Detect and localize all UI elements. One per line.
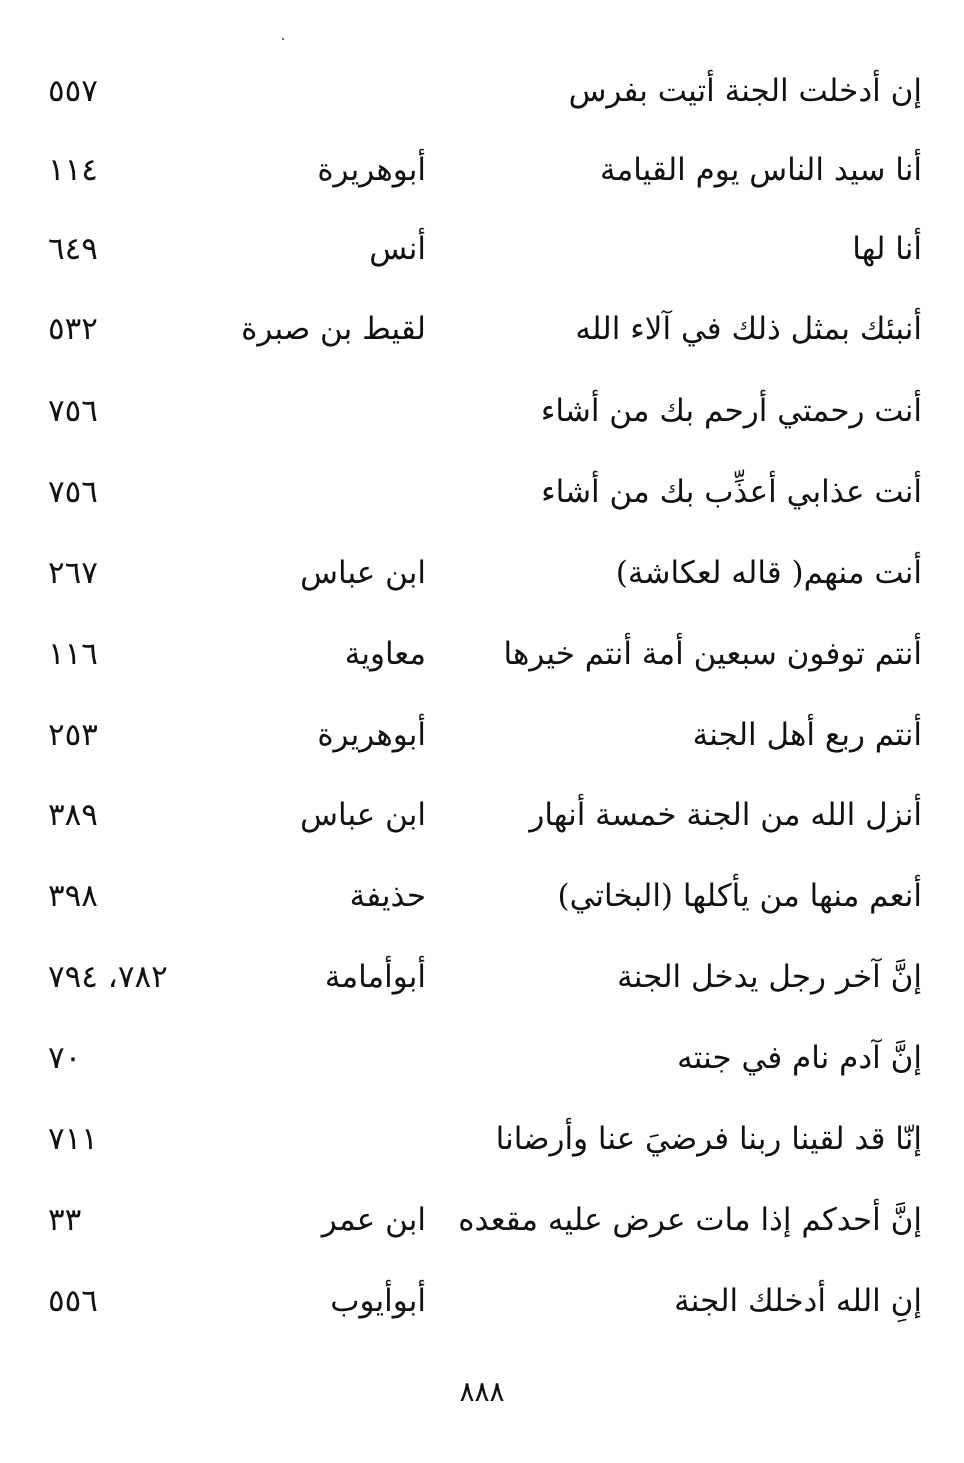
page-reference: ١١٦ [48,636,98,672]
table-row [40,705,922,765]
narrator-name [206,1109,426,1169]
narrator-name [206,1028,426,1088]
table-row [40,1190,922,1250]
table-row [40,61,922,121]
narrator-name: أبوهريرة [317,152,426,188]
table-row [40,624,922,684]
table-row [40,462,922,522]
hadith-text: إنَّ أحدكم إذا مات عرض عليه مقعده [458,1202,922,1238]
narrator-name: ابن عمر [321,1202,426,1238]
table-row [40,219,922,279]
narrator-name [206,462,426,522]
table-row [40,543,922,603]
narrator-name [206,61,426,121]
hadith-text: إنِ الله أدخلك الجنة [674,1283,922,1319]
narrator-name: معاوية [344,636,426,672]
hadith-text: أنا لها [852,231,922,267]
narrator-name: أنس [369,231,426,267]
table-row [40,947,922,1007]
narrator-name: حذيفة [349,878,426,914]
hadith-text: أنتم توفون سبعين أمة أنتم خيرها [503,636,922,672]
page-reference: ٦٤٩ [48,231,98,267]
narrator-name: ابن عباس [300,555,426,591]
page-reference: ٣٣ [48,1202,82,1238]
narrator-name: أبوهريرة [317,717,426,753]
page-reference: ٢٥٣ [48,717,98,753]
narrator-name: أبوأمامة [324,959,426,995]
hadith-text: أنتم ربع أهل الجنة [692,717,922,753]
page-reference: ٢٦٧ [48,555,98,591]
page-reference: ٧٥٦ [48,393,98,429]
table-row [40,1271,922,1331]
hadith-text: إن أدخلت الجنة أتيت بفرس [568,73,922,109]
table-row [40,785,922,845]
page-reference: ١١٤ [48,152,98,188]
hadith-text: أنت منهم( قاله لعكاشة) [615,555,922,591]
narrator-name: لقيط بن صبرة [241,311,426,347]
table-row [40,299,922,359]
page-reference: ٧٠ [48,1040,82,1076]
hadith-text: إنَّ آخر رجل يدخل الجنة [617,959,922,995]
table-row [40,381,922,441]
page-reference: ٥٣٢ [48,311,98,347]
page-number: ٨٨٨ [459,1375,505,1408]
hadith-text: إنّا قد لقينا ربنا فرضيَ عنا وأرضانا [495,1121,922,1157]
hadith-text: إنَّ آدم نام في جنته [677,1040,922,1076]
narrator-name [206,381,426,441]
hadith-text: أنعم منها من يأكلها (البخاتي) [557,878,922,914]
table-row [40,1028,922,1088]
page-reference: ٥٥٧ [48,73,98,109]
hadith-text: أنبئك بمثل ذلك في آلاء الله [575,311,922,347]
page-reference: ٧١١ [48,1121,98,1157]
hadith-text: أنزل الله من الجنة خمسة أنهار [529,797,922,833]
hadith-text: أنا سيد الناس يوم القيامة [599,152,922,188]
table-row [40,866,922,926]
hadith-text: أنت عذابي أعذِّب بك من أشاء [541,474,922,510]
table-row [40,140,922,200]
table-row [40,1109,922,1169]
page-reference: ٣٨٩ [48,797,98,833]
page-reference: ٥٥٦ [48,1283,98,1319]
page-reference: ٣٩٨ [48,878,98,914]
page-reference: ٧٥٦ [48,474,98,510]
narrator-name: ابن عباس [300,797,426,833]
page-reference: ٧٨٢، ٧٩٤ [48,959,168,995]
hadith-text: أنت رحمتي أرحم بك من أشاء [540,393,922,429]
narrator-name: أبوأيوب [330,1283,426,1319]
